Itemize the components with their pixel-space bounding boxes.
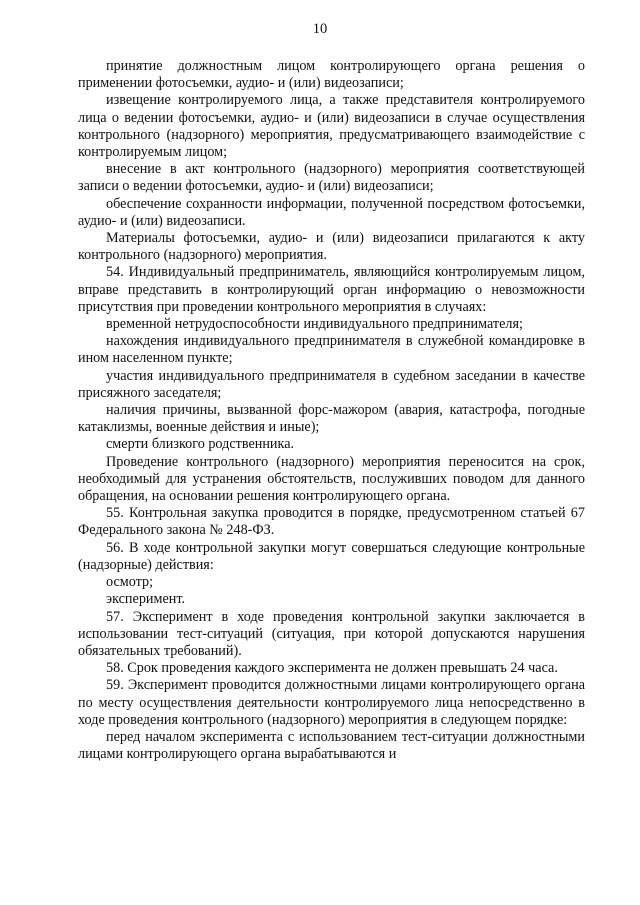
- paragraph: 56. В ходе контрольной закупки могут совершаться следующие контрольные (надзорные) действия:: [78, 539, 585, 573]
- paragraph: участия индивидуального предпринимателя в судебном заседании в качестве присяжного заседателя;: [78, 367, 585, 401]
- paragraph: 59. Эксперимент проводится должностными лицами контролирующего органа по месту осуществления деятельности контролируемого лица непосредственно в ходе проведения контрольного (надзорного) мероприятия в следующем порядке:: [78, 677, 585, 728]
- paragraph: извещение контролируемого лица, а также представителя контролируемого лица о ведении фотосъемки, аудио- и (или) видеозаписи в случае осуществления контрольного (надзорного) мероприятия, предусматривающего взаимодействие с контролируемым лицом;: [78, 92, 585, 161]
- page-number: 10: [312, 21, 328, 37]
- paragraph: эксперимент.: [106, 591, 186, 608]
- paragraph: перед началом эксперимента с использованием тест-ситуации должностными лицами контролирующего органа вырабатываются и: [78, 728, 585, 763]
- paragraph: 58. Срок проведения каждого эксперимента не должен превышать 24 часа.: [106, 660, 558, 677]
- paragraph: нахождения индивидуального предпринимателя в служебной командировке в ином населенном пункте;: [78, 333, 585, 367]
- paragraph: внесение в акт контрольного (надзорного) мероприятия соответствующей записи о ведении фотосъемки, аудио- и (или) видеозаписи;: [78, 161, 585, 195]
- paragraph: временной нетрудоспособности индивидуального предпринимателя;: [106, 316, 523, 333]
- paragraph: Материалы фотосъемки, аудио- и (или) видеозаписи прилагаются к акту контрольного (надзорного) мероприятия.: [78, 230, 585, 264]
- paragraph: обеспечение сохранности информации, полученной посредством фотосъемки, аудио- и (или) видеозаписи.: [78, 195, 585, 229]
- paragraph: смерти близкого родственника.: [106, 436, 295, 453]
- paragraph: принятие должностным лицом контролирующего органа решения о применении фотосъемки, аудио- и (или) видеозаписи;: [78, 58, 585, 92]
- paragraph: Проведение контрольного (надзорного) мероприятия переносится на срок, необходимый для устранения обстоятельств, послуживших поводом для данного обращения, на основании решения контролирующего органа.: [78, 453, 585, 505]
- paragraph: осмотр;: [106, 574, 154, 591]
- paragraph: 55. Контрольная закупка проводится в порядке, предусмотренном статьей 67 Федерального закона № 248-ФЗ.: [78, 505, 585, 539]
- paragraph: 54. Индивидуальный предприниматель, являющийся контролируемым лицом, вправе представить в контролирующий орган информацию о невозможности присутствия при проведении контрольного мероприятия в случаях:: [78, 264, 585, 315]
- paragraph: 57. Эксперимент в ходе проведения контрольной закупки заключается в использовании тест-ситуаций (ситуация, при которой допускаются нарушения обязательных требований).: [78, 608, 585, 659]
- paragraph: наличия причины, вызванной форс-мажором (авария, катастрофа, погодные катаклизмы, военные действия и иные);: [78, 402, 585, 436]
- document-body: [78, 58, 585, 763]
